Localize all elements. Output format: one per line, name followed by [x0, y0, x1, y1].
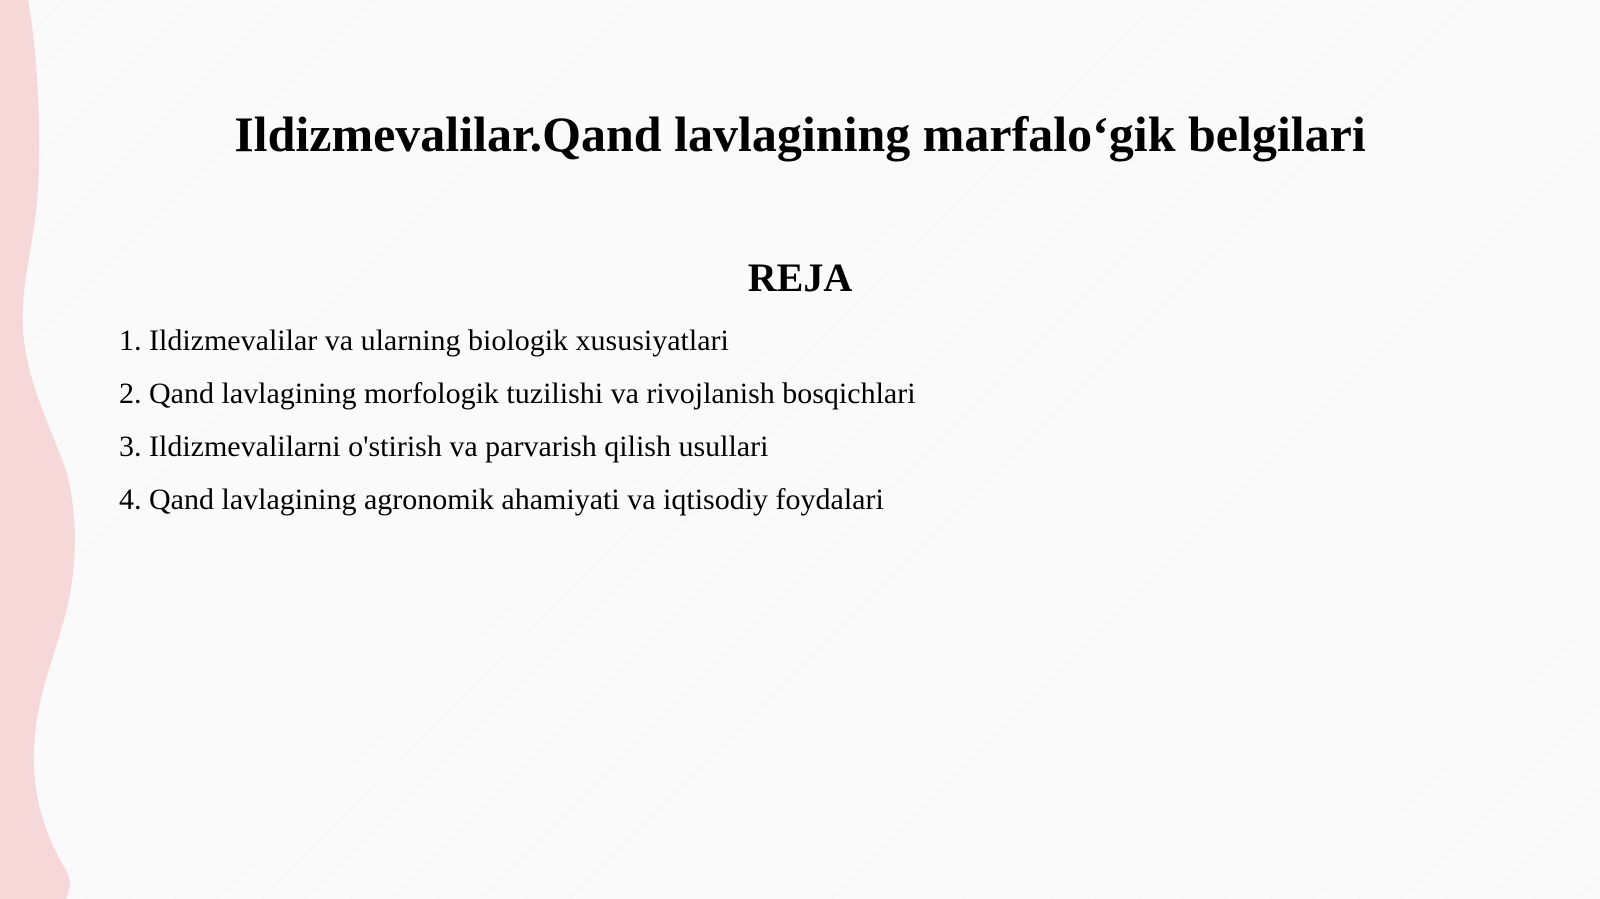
plan-item-3: 3. Ildizmevalilarni o'stirish va parvarish qilish usullari [119, 430, 769, 463]
plan-list [119, 314, 916, 526]
plan-item-1: 1. Ildizmevalilar va ularning biologik xususiyatlari [119, 324, 729, 357]
slide-title: Ildizmevalilar.Qand lavlagining marfalo‘gik belgilari [234, 106, 1366, 162]
plan-item-4: 4. Qand lavlagining agronomik ahamiyati va iqtisodiy foydalari [119, 483, 884, 516]
plan-item-2: 2. Qand lavlagining morfologik tuzilishi va rivojlanish bosqichlari [119, 377, 916, 410]
plan-heading: REJA [747, 255, 853, 300]
